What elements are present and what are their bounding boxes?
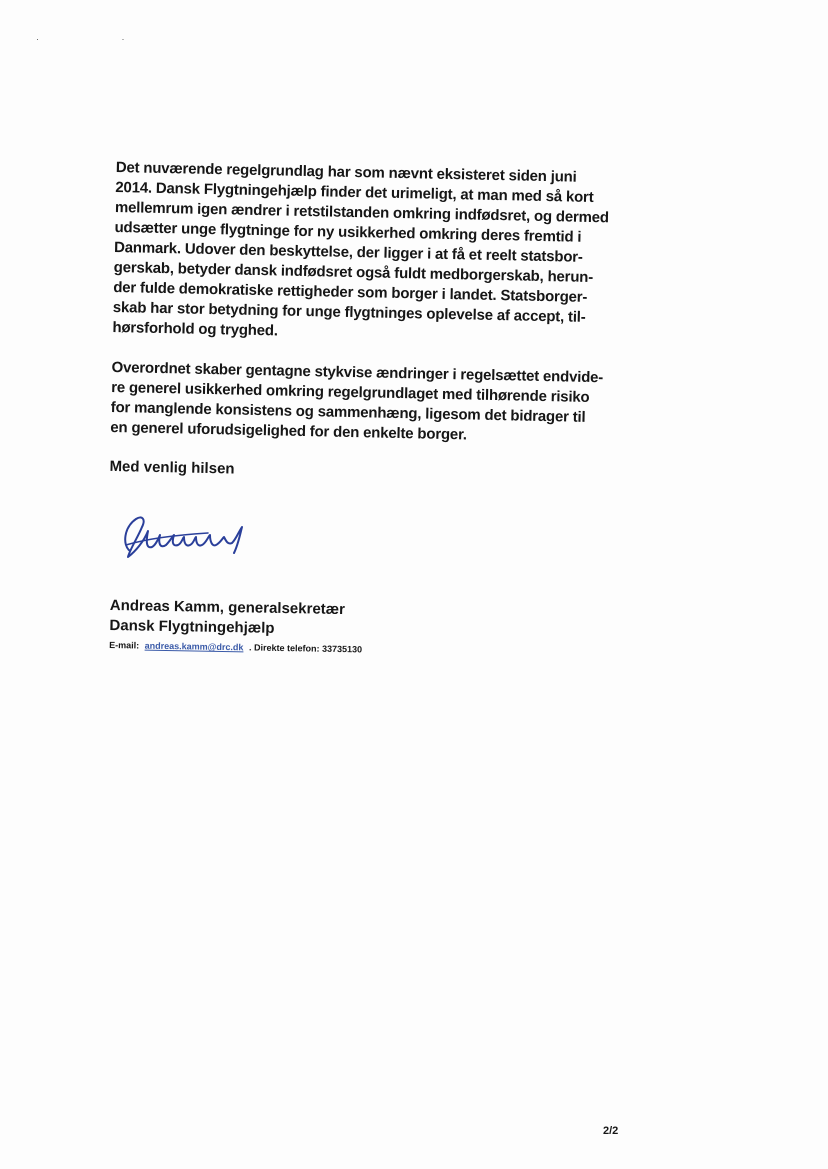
signatory-name: Andreas Kamm, generalsekretær bbox=[109, 596, 346, 619]
paragraph-1: Det nuværende regelgrundlag har som nævnt eksisteret siden juni 2014. Dansk Flygtningehjælp finder det urimeligt, at man med så kort mellemrum igen ændrer i retstilstanden omkring indfødsret, og dermed udsætter unge flygtninge for ny usikkerhed omkring deres fremtid i Danmark. Udover den beskyttelse, der ligger i at få et reelt statsbor- gerskab, betyder dansk indfødsret også fuldt medborgerskab, herun- der fulde demokratiske rettigheder som borger i landet. Statsborger- skab har stor betydning for unge flygtninges oplevelse af accept, til- hørsforhold og tryghed. bbox=[112, 158, 610, 340]
phone-number: 33735130 bbox=[321, 643, 363, 655]
email-label: E-mail: bbox=[109, 639, 140, 651]
scan-specks: · · bbox=[36, 34, 165, 44]
closing-salutation: Med venlig hilsen bbox=[109, 457, 235, 478]
handwritten-signature bbox=[116, 505, 256, 575]
page-number: 2/2 bbox=[603, 1125, 619, 1137]
paragraph-2: Overordnet skaber gentagne stykvise ændringer i regelsættet endvide- re generel usikkerhed omkring regelgrundlaget med tilhørende risiko for manglende konsistens og sammenhæng, ligesom det bidrager til en generel uforudsigelighed for den enkelte borger. bbox=[110, 358, 604, 444]
letter-body bbox=[109, 158, 616, 485]
signatory-organization: Dansk Flygtningehjælp bbox=[109, 616, 275, 637]
signature-block bbox=[109, 596, 510, 659]
email-link[interactable]: andreas.kamm@drc.dk bbox=[144, 640, 244, 653]
phone-label: . Direkte telefon: bbox=[248, 642, 320, 654]
